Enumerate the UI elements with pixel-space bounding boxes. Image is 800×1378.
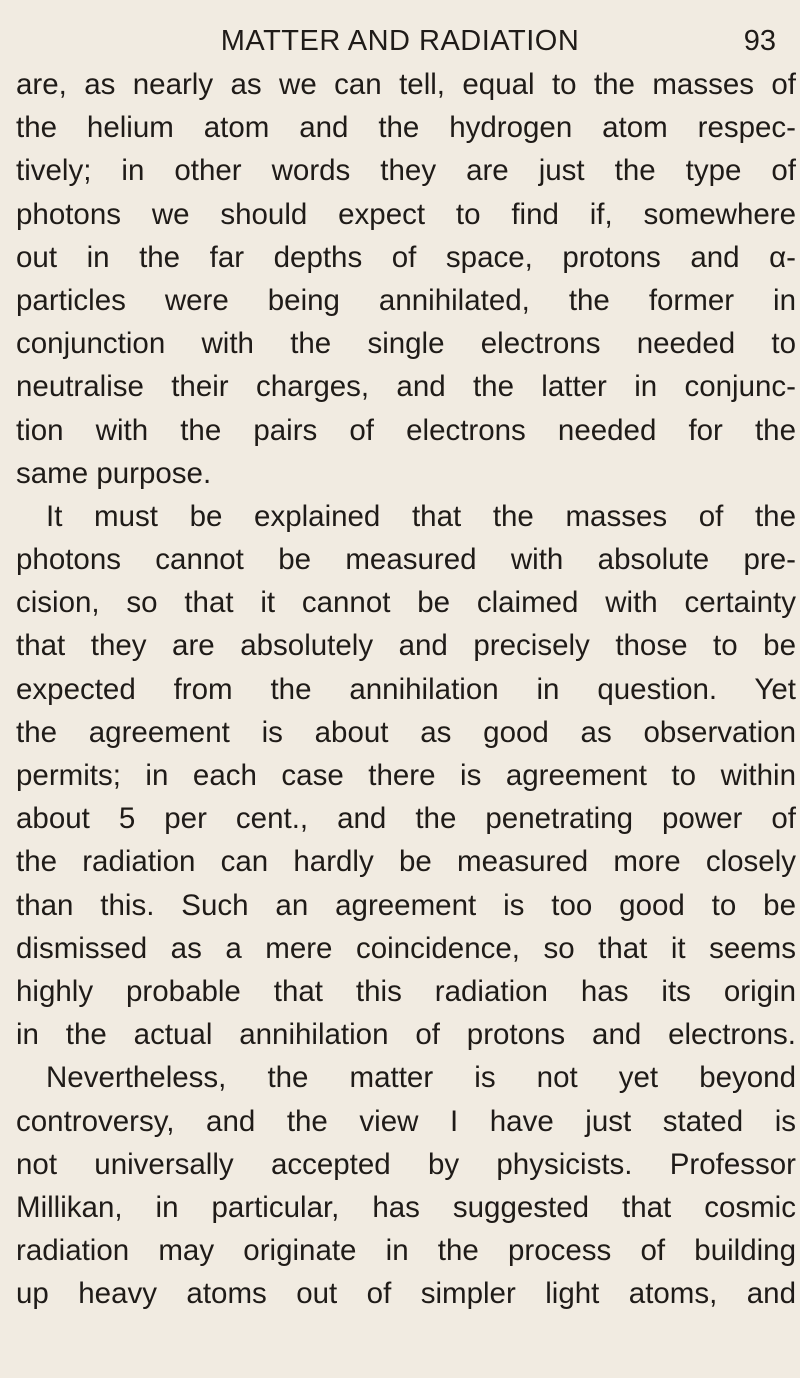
- body-text: [16, 63, 796, 1315]
- text-line: controversy, and the view I have just stated is: [16, 1104, 796, 1138]
- text-line: up heavy atoms out of simpler light atoms, and: [16, 1277, 796, 1311]
- text-line: tion with the pairs of electrons needed for the: [16, 413, 796, 447]
- text-line: It must be explained that the masses of the: [46, 499, 796, 533]
- text-line: photons we should expect to find if, somewhere: [16, 197, 796, 231]
- page-number: 93: [743, 25, 776, 57]
- text-line: out in the far depths of space, protons and α-: [16, 240, 796, 274]
- text-line: particles were being annihilated, the former in: [16, 283, 796, 317]
- text-line: conjunction with the single electrons needed to: [16, 327, 796, 361]
- text-line: radiation may originate in the process of building: [16, 1234, 796, 1268]
- text-line: tively; in other words they are just the type of: [16, 154, 796, 188]
- text-line: dismissed as a mere coincidence, so that it seems: [16, 931, 796, 965]
- text-line: the helium atom and the hydrogen atom respec-: [16, 111, 796, 145]
- text-line: neutralise their charges, and the latter in conjunc-: [16, 370, 796, 404]
- text-line: not universally accepted by physicists. Professor: [16, 1147, 796, 1181]
- text-line: than this. Such an agreement is too good to be: [16, 888, 796, 922]
- text-line: photons cannot be measured with absolute pre-: [16, 543, 796, 577]
- text-line: Nevertheless, the matter is not yet beyond: [46, 1061, 796, 1095]
- text-line: are, as nearly as we can tell, equal to the masses of: [16, 68, 796, 101]
- text-line: in the actual annihilation of protons and electrons.: [16, 1018, 796, 1052]
- text-line: expected from the annihilation in question. Yet: [16, 672, 796, 706]
- text-line: Millikan, in particular, has suggested that cosmic: [16, 1190, 796, 1224]
- text-line: same purpose.: [16, 456, 212, 490]
- text-line: that they are absolutely and precisely those to be: [16, 629, 796, 663]
- header-title: MATTER AND RADIATION: [220, 25, 580, 57]
- text-line: highly probable that this radiation has its origin: [16, 974, 796, 1008]
- text-line: cision, so that it cannot be claimed with certainty: [16, 586, 796, 620]
- text-line: about 5 per cent., and the penetrating power of: [16, 802, 796, 836]
- running-header: [0, 16, 800, 66]
- text-line: permits; in each case there is agreement to within: [16, 759, 796, 792]
- text-line: the agreement is about as good as observation: [16, 715, 796, 749]
- text-line: the radiation can hardly be measured more closely: [16, 845, 796, 879]
